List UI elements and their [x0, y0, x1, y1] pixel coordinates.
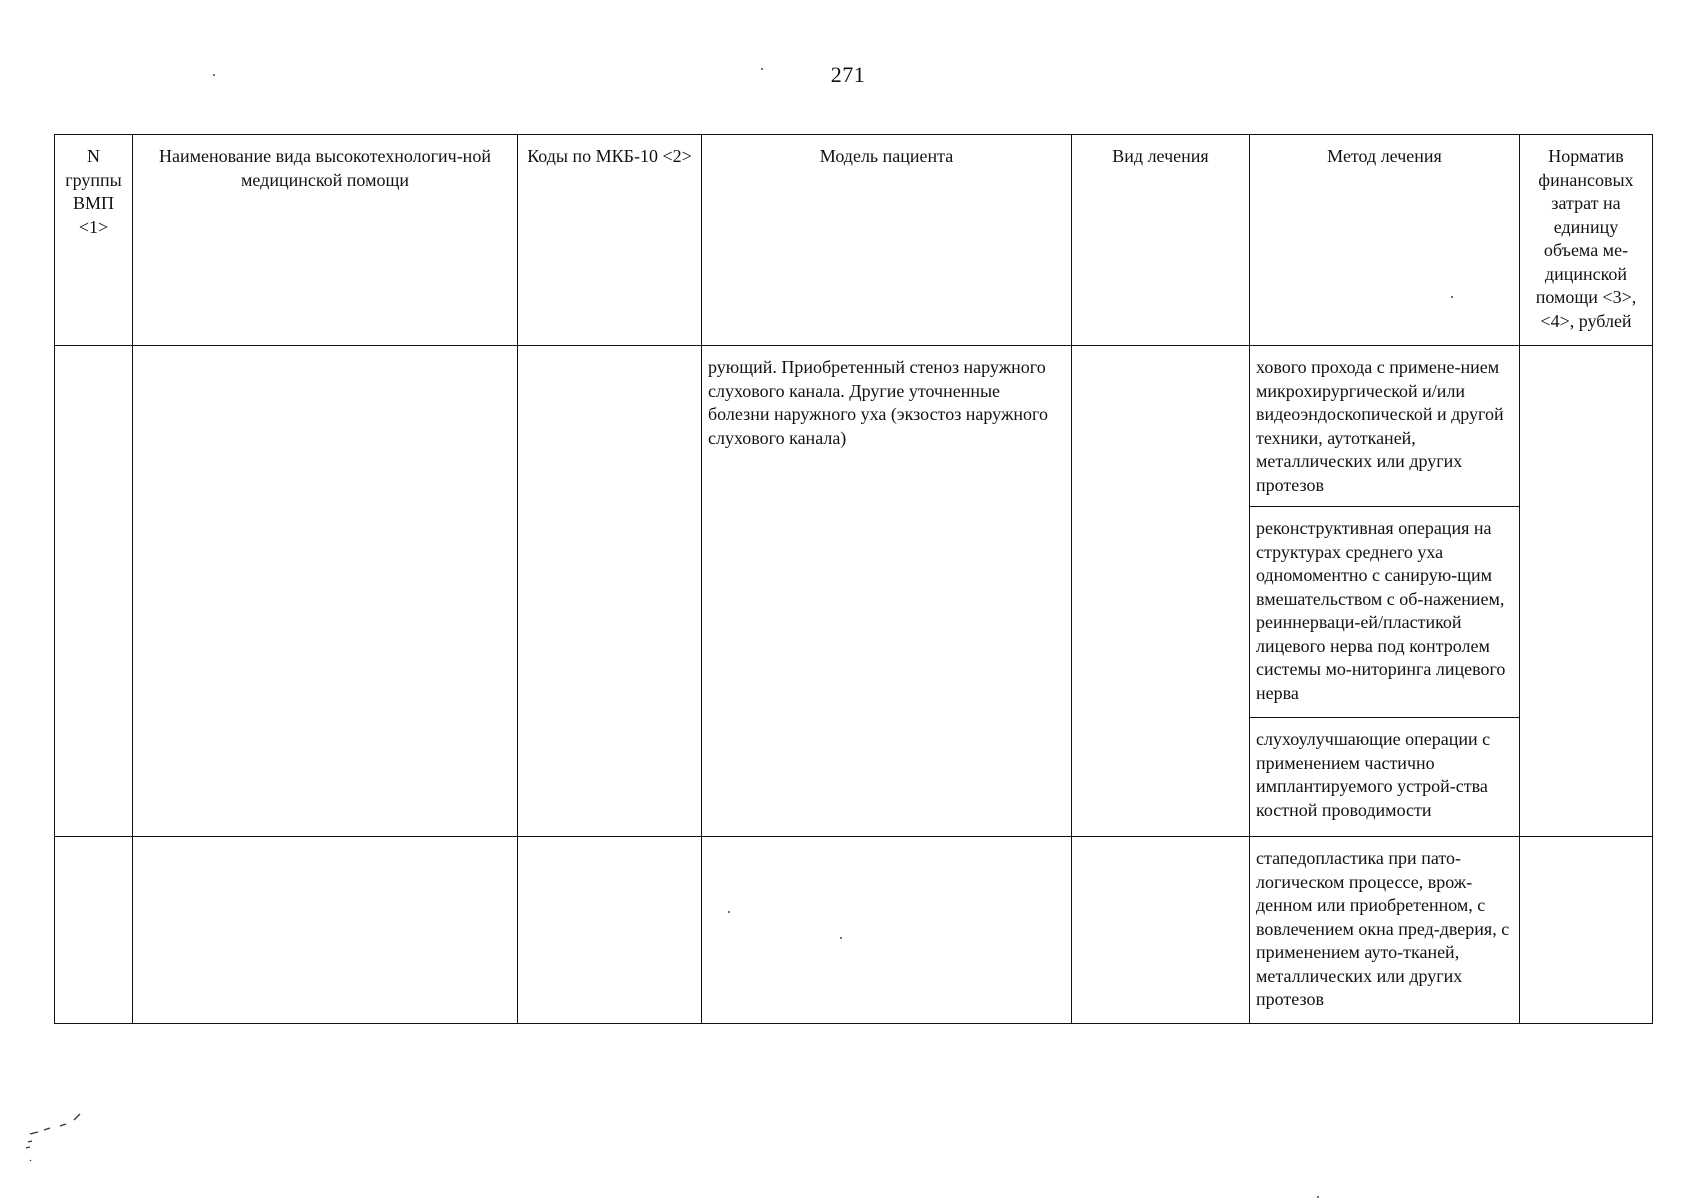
table-row: [55, 837, 1653, 1024]
cell-cost-standard: [1520, 837, 1653, 1024]
cell-patient-model: рующий. Приобретенный стеноз наружного слухового канала. Другие уточненные болезни наружного уха (экзостоз наружного слухового канала): [702, 346, 1072, 837]
cell-patient-model: [702, 837, 1072, 1024]
header-group-number: N группы ВМП <1>: [55, 135, 133, 346]
cell-treatment-method: слухоулучшающие операции с применением частично имплантируемого устрой-ства костной проводимости: [1250, 718, 1520, 837]
cell-care-type-name: [133, 346, 518, 837]
cell-group-number: [55, 346, 133, 837]
scan-speck: [213, 74, 215, 76]
cell-treatment-type: [1072, 346, 1250, 837]
cell-group-number: [55, 837, 133, 1024]
cell-treatment-method: стапедопластика при пато-логическом процессе, врож-денном или приобретенном, с вовлечением окна пред-дверия, с применением ауто-тканей, металлических или других протезов: [1250, 837, 1520, 1024]
scan-scribble: [22, 1112, 102, 1172]
cell-cost-standard: [1520, 346, 1653, 837]
header-icd10-codes: Коды по МКБ-10 <2>: [518, 135, 702, 346]
header-cost-standard: Норматив финансовых затрат на единицу объема ме-дицинской помощи <3>, <4>, рублей: [1520, 135, 1653, 346]
scan-speck: [1317, 1196, 1319, 1198]
page-number: 271: [830, 62, 866, 87]
header-treatment-type: Вид лечения: [1072, 135, 1250, 346]
cell-care-type-name: [133, 837, 518, 1024]
cell-treatment-method: реконструктивная операция на структурах среднего уха одномоментно с санирую-щим вмешательством с об-нажением, реиннерваци-ей/пластикой лицевого нерва под контролем системы мо-ниторинга лицевого нерва: [1250, 507, 1520, 718]
cell-icd10-codes: [518, 346, 702, 837]
header-patient-model: Модель пациента: [702, 135, 1072, 346]
cell-treatment-method: хового прохода с примене-нием микрохирургической и/или видеоэндоскопической и другой техники, аутотканей, металлических или других протезов: [1250, 346, 1520, 507]
table-header-row: [55, 135, 1653, 346]
cell-icd10-codes: [518, 837, 702, 1024]
cell-treatment-type: [1072, 837, 1250, 1024]
header-care-type-name: Наименование вида высокотехнологич-ной медицинской помощи: [133, 135, 518, 346]
scan-speck: [761, 68, 763, 70]
table-row: [55, 346, 1653, 507]
vmp-table: [54, 134, 1653, 1024]
header-treatment-method: Метод лечения: [1250, 135, 1520, 346]
